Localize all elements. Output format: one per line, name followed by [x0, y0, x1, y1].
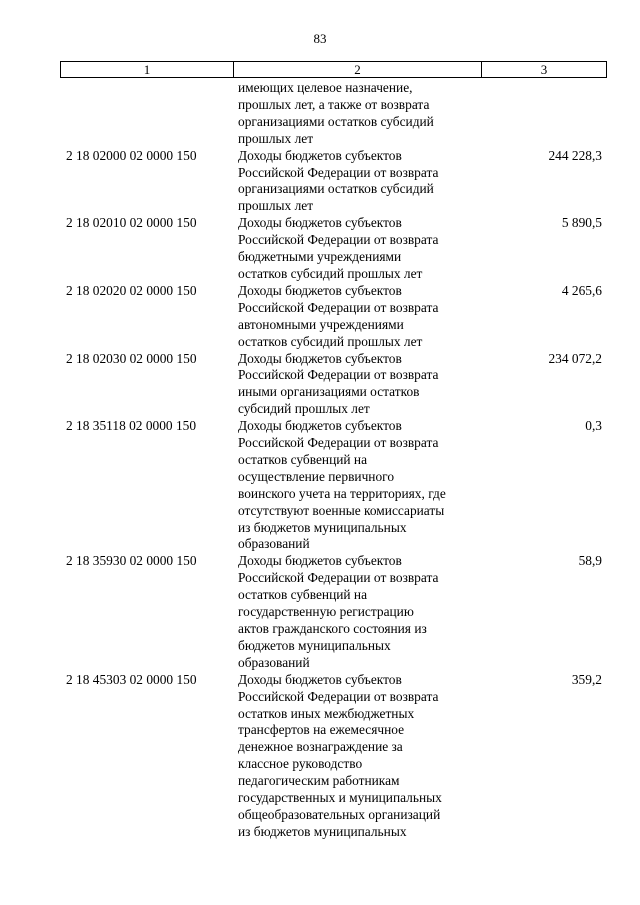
- description-line: автономными учреждениями: [238, 316, 404, 332]
- description-line: субсидий прошлых лет: [238, 401, 370, 417]
- income-description: [238, 418, 476, 553]
- description-line: остатков субвенций на: [238, 451, 368, 467]
- amount: 234 072,2: [548, 350, 602, 366]
- budget-code: 2 18 45303 02 0000 150: [66, 671, 197, 687]
- description-line: прошлых лет: [238, 130, 314, 146]
- budget-code: 2 18 35930 02 0000 150: [66, 553, 197, 569]
- budget-code: [66, 80, 238, 148]
- description-line: остатков иных межбюджетных: [238, 705, 415, 721]
- income-description: [238, 148, 476, 216]
- description-line: Доходы бюджетов субъектов: [238, 147, 402, 163]
- amount: 359,2: [571, 671, 602, 687]
- budget-code: 2 18 02030 02 0000 150: [66, 350, 197, 366]
- description-line: остатков субсидий прошлых лет: [238, 265, 423, 281]
- table-row: [66, 80, 606, 148]
- description-line: отсутствуют военные комиссариаты: [238, 502, 445, 518]
- description-line: Доходы бюджетов субъектов: [238, 350, 402, 366]
- budget-code: 2 18 02010 02 0000 150: [66, 215, 197, 231]
- description-line: бюджетов муниципальных: [238, 637, 391, 653]
- description-line: Доходы бюджетов субъектов: [238, 671, 402, 687]
- description-line: Доходы бюджетов субъектов: [238, 418, 402, 434]
- description-line: образований: [238, 536, 310, 552]
- table-row: [66, 418, 606, 553]
- description-line: иными организациями остатков: [238, 384, 420, 400]
- table-row: [66, 351, 606, 419]
- table-row: [66, 553, 606, 671]
- description-line: имеющих целевое назначение,: [238, 80, 413, 95]
- description-line: педагогическим работникам: [238, 773, 400, 789]
- income-description: [238, 553, 476, 671]
- income-description: [238, 672, 476, 841]
- description-line: денежное вознаграждение за: [238, 739, 403, 755]
- description-line: воинского учета на территориях, где: [238, 485, 446, 501]
- header-col-2: 2: [234, 62, 482, 77]
- description-line: государственных и муниципальных: [238, 790, 442, 806]
- table-body: [66, 80, 606, 841]
- header-col-1: 1: [61, 62, 234, 77]
- description-line: бюджетными учреждениями: [238, 249, 402, 265]
- description-line: актов гражданского состояния из: [238, 621, 427, 636]
- amount: 58,9: [578, 553, 602, 569]
- table-header: [60, 61, 607, 78]
- amount: 4 265,6: [561, 282, 602, 298]
- amount: 5 890,5: [561, 215, 602, 231]
- description-line: Российской Федерации от возврата: [238, 688, 439, 704]
- amount: 244 228,3: [548, 147, 602, 163]
- description-line: остатков субвенций на: [238, 587, 368, 603]
- description-line: классное руководство: [238, 756, 363, 772]
- description-line: прошлых лет, а также от возврата: [238, 96, 430, 112]
- budget-code: 2 18 35118 02 0000 150: [66, 418, 197, 434]
- table-row: [66, 283, 606, 351]
- budget-code: 2 18 02000 02 0000 150: [66, 147, 197, 163]
- table-row: [66, 215, 606, 283]
- description-line: государственную регистрацию: [238, 604, 414, 620]
- page-number: 83: [313, 31, 327, 46]
- description-line: общеобразовательных организаций: [238, 806, 441, 822]
- income-description: [238, 80, 476, 148]
- income-description: [238, 283, 476, 351]
- description-line: Доходы бюджетов субъектов: [238, 282, 402, 298]
- table-row: [66, 672, 606, 841]
- description-line: Российской Федерации от возврата: [238, 299, 439, 315]
- description-line: осуществление первичного: [238, 468, 395, 484]
- description-line: трансфертов на ежемесячное: [238, 722, 405, 738]
- description-line: организациями остатков субсидий: [238, 113, 434, 129]
- income-description: [238, 351, 476, 419]
- description-line: из бюджетов муниципальных: [238, 823, 407, 839]
- description-line: из бюджетов муниципальных: [238, 519, 407, 535]
- amount: [476, 80, 606, 148]
- budget-code: 2 18 02020 02 0000 150: [66, 282, 197, 298]
- description-line: прошлых лет: [238, 198, 314, 214]
- description-line: Доходы бюджетов субъектов: [238, 553, 402, 569]
- description-line: Российской Федерации от возврата: [238, 232, 439, 248]
- description-line: Российской Федерации от возврата: [238, 367, 439, 383]
- description-line: Российской Федерации от возврата: [238, 435, 439, 451]
- header-col-3: 3: [540, 62, 548, 77]
- description-line: Доходы бюджетов субъектов: [238, 215, 402, 231]
- description-line: образований: [238, 654, 310, 670]
- description-line: Российской Федерации от возврата: [238, 164, 439, 180]
- description-line: остатков субсидий прошлых лет: [238, 333, 423, 349]
- amount: 0,3: [585, 418, 602, 434]
- description-line: организациями остатков субсидий: [238, 181, 434, 197]
- table-row: [66, 148, 606, 216]
- income-description: [238, 215, 476, 283]
- description-line: Российской Федерации от возврата: [238, 570, 439, 586]
